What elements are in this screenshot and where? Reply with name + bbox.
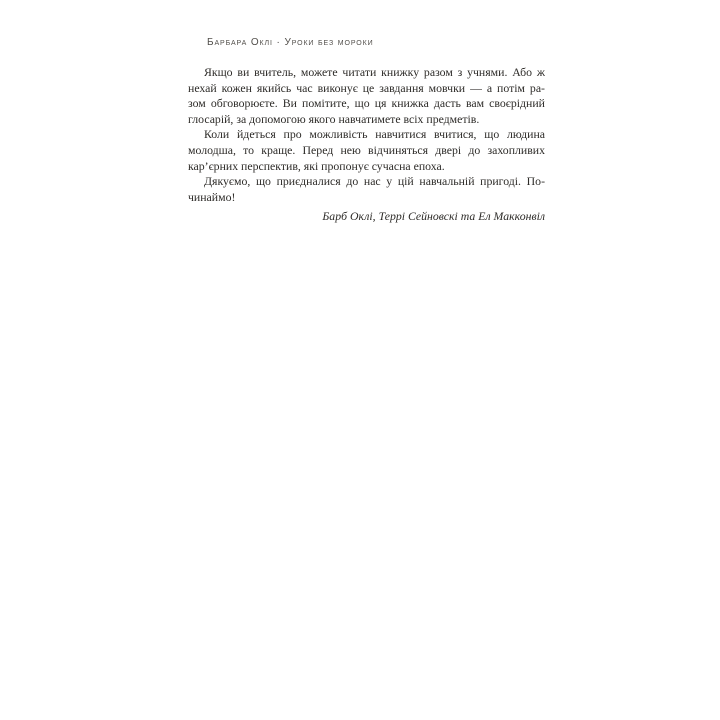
text-line: кар’єрних перспектив, які пропонує сучасна епоха.: [188, 158, 445, 173]
text-line: Якщо ви вчитель, можете читати книжку разом з учнями. Або ж: [204, 65, 545, 79]
text-line: чинаймо!: [188, 189, 236, 204]
text-line: Дякуємо, що приєдналися до нас у цій навчальній пригоді. По-: [204, 174, 545, 189]
body-text-block: [188, 65, 545, 225]
text-line: молодша, то краще. Перед нею відчиняться двері до захопливих: [188, 142, 545, 157]
text-line: Коли йдеться про можливість навчитися вчитися, що людина: [204, 127, 545, 142]
text-line: нехай кожен якийсь час виконує це завдання мовчки — а потім ра-: [188, 80, 545, 95]
running-header: Барбара Оклі · Уроки без мороки: [207, 37, 374, 48]
paragraph-lines: [188, 65, 545, 205]
text-line: глосарій, за допомогою якого навчатимете всіх предметів.: [188, 111, 480, 126]
author-signature-line: Барб Оклі, Террі Сейновскі та Ел Макконвіл: [322, 209, 545, 224]
text-line: зом обговорюєте. Ви помітите, що ця книжка дасть вам своєрідний: [188, 96, 545, 111]
